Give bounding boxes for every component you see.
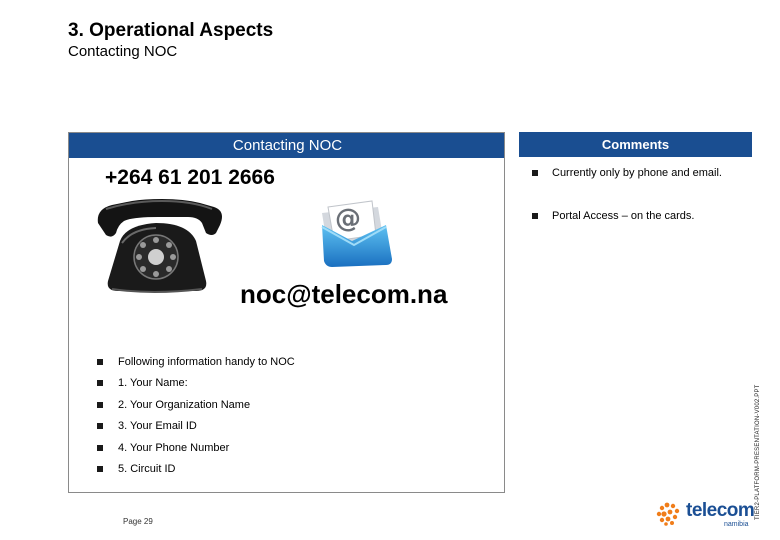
list-item-text: 2. Your Organization Name xyxy=(118,398,251,411)
list-item-text: Portal Access – on the cards. xyxy=(552,210,695,222)
list-item xyxy=(532,208,722,251)
bullet-square-icon xyxy=(532,213,538,219)
slide-title: 3. Operational Aspects xyxy=(68,20,274,41)
bullet-square-icon xyxy=(532,170,538,176)
bullet-square-icon xyxy=(97,359,103,365)
list-item xyxy=(97,417,295,438)
svg-text:@: @ xyxy=(335,204,361,234)
list-item-text: 5. Circuit ID xyxy=(118,462,176,475)
telephone-icon xyxy=(92,195,222,295)
telecom-logo-subword: namibia xyxy=(724,521,749,528)
list-item xyxy=(97,396,295,417)
comments-list xyxy=(532,165,722,251)
bullet-square-icon xyxy=(97,423,103,429)
file-name-vertical: TIER2-PLATFORM-PRESENTATION-V002.PPT xyxy=(755,384,761,520)
telecom-logo xyxy=(655,499,755,531)
list-item-text: 4. Your Phone Number xyxy=(118,441,230,454)
list-item xyxy=(97,460,295,481)
list-item-text: 3. Your Email ID xyxy=(118,420,197,433)
telecom-logo-word: telecom xyxy=(686,500,755,521)
comments-header xyxy=(519,132,752,157)
bullet-square-icon xyxy=(97,466,103,472)
list-item xyxy=(97,353,295,374)
bullet-square-icon xyxy=(97,380,103,386)
list-item-text: Currently only by phone and email. xyxy=(552,167,722,179)
bullet-square-icon xyxy=(97,445,103,451)
list-item-text: Following information handy to NOC xyxy=(118,356,295,368)
list-item xyxy=(97,374,295,395)
bullet-square-icon xyxy=(97,402,103,408)
email-at-icon xyxy=(308,185,394,271)
contacting-noc-header xyxy=(69,133,504,158)
list-item-text: 1. Your Name: xyxy=(118,377,188,390)
list-item xyxy=(97,439,295,460)
telecom-logo-icon xyxy=(655,501,683,527)
slide-subtitle: Contacting NOC xyxy=(68,43,178,60)
noc-phone-number: +264 61 201 2666 xyxy=(105,166,275,189)
noc-email-address[interactable]: noc@telecom.na xyxy=(240,279,448,309)
page-number: Page 29 xyxy=(123,517,153,526)
list-item xyxy=(532,165,722,208)
comments-header-label: Comments xyxy=(601,137,670,152)
noc-info-list xyxy=(97,353,295,481)
contacting-noc-header-label: Contacting NOC xyxy=(232,137,343,154)
